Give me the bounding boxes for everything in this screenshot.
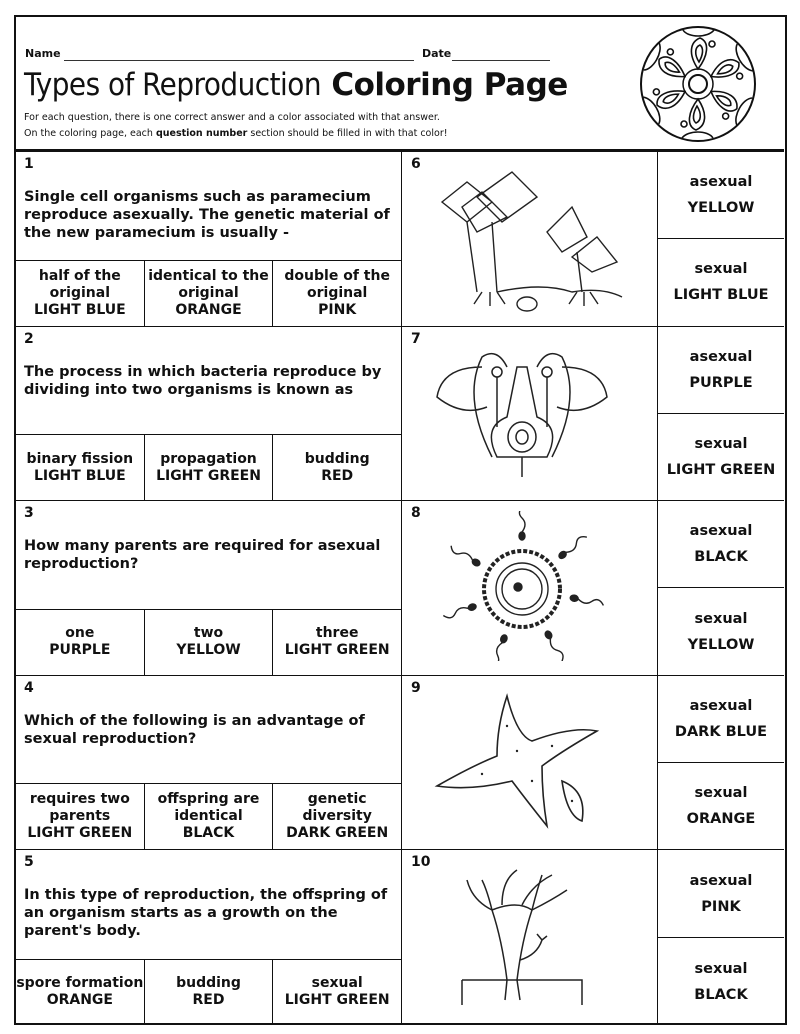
answer-color: LIGHT GREEN xyxy=(284,642,390,659)
question-cell xyxy=(16,676,402,850)
answer-option[interactable] xyxy=(16,610,145,675)
picture-option[interactable] xyxy=(658,327,784,414)
option-color: BLACK xyxy=(694,986,748,1003)
answer-text: budding xyxy=(176,975,241,992)
answer-color: LIGHT GREEN xyxy=(156,467,261,484)
title-part-1: Types of Reproduction xyxy=(24,67,322,103)
picture-option[interactable] xyxy=(658,676,784,763)
reproduction-type: asexual xyxy=(689,697,753,714)
answer-text: binary fission xyxy=(26,450,134,467)
option-color: LIGHT BLUE xyxy=(673,287,769,304)
question-text: Which of the following is an advantage of sexual reproduction? xyxy=(24,712,365,747)
picture-option[interactable] xyxy=(658,763,784,849)
answer-option[interactable] xyxy=(145,610,274,675)
answer-color: ORANGE xyxy=(175,301,242,318)
picture-option[interactable] xyxy=(658,588,784,674)
picture-options xyxy=(658,501,784,675)
answer-text: two xyxy=(193,625,224,642)
picture-number: 9 xyxy=(411,679,421,696)
answer-option[interactable] xyxy=(273,960,401,1025)
reproduction-type: sexual xyxy=(694,261,748,278)
option-color: ORANGE xyxy=(686,811,756,828)
instruction-text: section should be filled in with that color! xyxy=(247,128,448,139)
answer-color: PURPLE xyxy=(49,642,111,659)
answer-option[interactable] xyxy=(145,960,274,1025)
option-color: DARK BLUE xyxy=(674,723,768,740)
answer-text: genetic diversity xyxy=(302,791,372,825)
answer-option[interactable] xyxy=(145,784,274,849)
question-text: Single cell organisms such as paramecium reproduce asexually. The genetic material of the new paramecium is usually - xyxy=(24,189,390,241)
question-text: How many parents are required for asexual reproduction? xyxy=(24,538,381,573)
picture-options xyxy=(658,327,784,501)
question-cell xyxy=(16,152,402,326)
picture-number: 8 xyxy=(411,505,421,522)
option-color: LIGHT GREEN xyxy=(666,462,776,479)
option-color: PINK xyxy=(701,898,741,915)
answer-option[interactable] xyxy=(273,610,401,675)
answer-option[interactable] xyxy=(145,261,274,326)
reproduction-type: asexual xyxy=(689,348,753,365)
instruction-line-1: For each question, there is one correct answer and a color associated with that answer. xyxy=(24,112,440,123)
name-field[interactable] xyxy=(64,60,414,61)
question-number: 2 xyxy=(24,330,34,347)
picture-option[interactable] xyxy=(658,938,784,1025)
answer-option[interactable] xyxy=(16,960,145,1025)
reproduction-type: sexual xyxy=(694,960,748,977)
date-label: Date xyxy=(422,47,452,60)
answer-text: offspring are identical xyxy=(157,791,260,825)
picture-cell[interactable] xyxy=(402,327,658,501)
reproduction-type: sexual xyxy=(694,785,748,802)
answer-option[interactable] xyxy=(145,435,274,500)
picture-number: 7 xyxy=(411,330,421,347)
picture-options xyxy=(658,850,784,1025)
answer-color: YELLOW xyxy=(176,642,241,659)
reproduction-type: asexual xyxy=(689,872,753,889)
question-grid xyxy=(16,152,784,1025)
answer-text: three xyxy=(315,625,359,642)
answer-text: propagation xyxy=(160,450,257,467)
question-row xyxy=(16,152,784,327)
question-text: In this type of reproduction, the offspring of an organism starts as a growth on the parent's body. xyxy=(24,887,388,940)
question-cell xyxy=(16,327,402,501)
instruction-text: On the coloring page, each xyxy=(24,128,156,139)
answer-choices xyxy=(16,609,401,675)
answer-option[interactable] xyxy=(16,261,145,326)
picture-option[interactable] xyxy=(658,152,784,239)
instruction-line-2 xyxy=(24,128,448,139)
question-text: The process in which bacteria reproduce by dividing into two organisms is known as xyxy=(24,363,382,398)
answer-option[interactable] xyxy=(273,784,401,849)
answer-choices xyxy=(16,434,401,500)
answer-text: requires two parents xyxy=(29,791,130,825)
answer-color: LIGHT GREEN xyxy=(27,825,133,842)
question-number: 5 xyxy=(24,854,34,871)
answer-choices xyxy=(16,260,401,326)
name-label: Name xyxy=(25,47,61,60)
answer-choices xyxy=(16,783,401,849)
question-row xyxy=(16,327,784,502)
picture-cell[interactable] xyxy=(402,850,658,1025)
answer-text: sexual xyxy=(311,975,363,992)
picture-cell[interactable] xyxy=(402,676,658,850)
picture-number: 6 xyxy=(411,156,421,172)
answer-color: LIGHT GREEN xyxy=(284,992,390,1009)
reproduction-type: asexual xyxy=(689,523,753,540)
picture-option[interactable] xyxy=(658,850,784,938)
answer-choices xyxy=(16,959,401,1025)
question-cell xyxy=(16,501,402,675)
answer-color: DARK GREEN xyxy=(286,825,389,842)
answer-color: BLACK xyxy=(182,825,235,842)
question-number: 4 xyxy=(24,679,34,696)
worksheet xyxy=(14,15,787,1025)
answer-color: LIGHT BLUE xyxy=(33,467,126,484)
mandala-icon xyxy=(638,24,758,144)
answer-option[interactable] xyxy=(16,435,145,500)
question-row xyxy=(16,501,784,676)
reproduction-type: asexual xyxy=(689,174,753,191)
option-color: BLACK xyxy=(694,549,748,566)
answer-color: RED xyxy=(321,467,354,484)
picture-options xyxy=(658,152,784,326)
picture-option[interactable] xyxy=(658,414,784,500)
instruction-emphasis: question number xyxy=(155,128,248,139)
answer-option[interactable] xyxy=(16,784,145,849)
answer-color: LIGHT BLUE xyxy=(33,301,126,318)
picture-cell[interactable] xyxy=(402,152,658,326)
question-row xyxy=(16,850,784,1025)
answer-color: PINK xyxy=(318,301,357,318)
date-field[interactable] xyxy=(452,60,550,61)
title-part-2: Coloring Page xyxy=(331,67,568,103)
picture-option[interactable] xyxy=(658,501,784,588)
option-color: YELLOW xyxy=(687,636,755,653)
answer-text: budding xyxy=(304,450,370,467)
question-cell xyxy=(16,850,402,1025)
reproduction-type: sexual xyxy=(694,610,748,627)
answer-color: RED xyxy=(192,992,225,1009)
page-title xyxy=(24,67,568,103)
picture-cell[interactable] xyxy=(402,501,658,675)
answer-option[interactable] xyxy=(273,435,401,500)
picture-number: 10 xyxy=(411,854,431,871)
answer-color: ORANGE xyxy=(46,992,113,1009)
answer-text: half of the original xyxy=(38,267,121,301)
answer-text: one xyxy=(65,625,95,642)
option-color: YELLOW xyxy=(687,200,755,217)
worksheet-header xyxy=(16,17,784,152)
question-number: 3 xyxy=(24,505,34,522)
answer-option[interactable] xyxy=(273,261,401,326)
picture-option[interactable] xyxy=(658,239,784,325)
answer-text: double of the original xyxy=(284,267,390,301)
option-color: PURPLE xyxy=(689,374,753,391)
question-number: 1 xyxy=(24,156,34,172)
reproduction-type: sexual xyxy=(694,436,748,453)
answer-text: identical to the original xyxy=(148,267,269,301)
picture-options xyxy=(658,676,784,850)
answer-text: spore formation xyxy=(16,975,144,992)
question-row xyxy=(16,676,784,851)
